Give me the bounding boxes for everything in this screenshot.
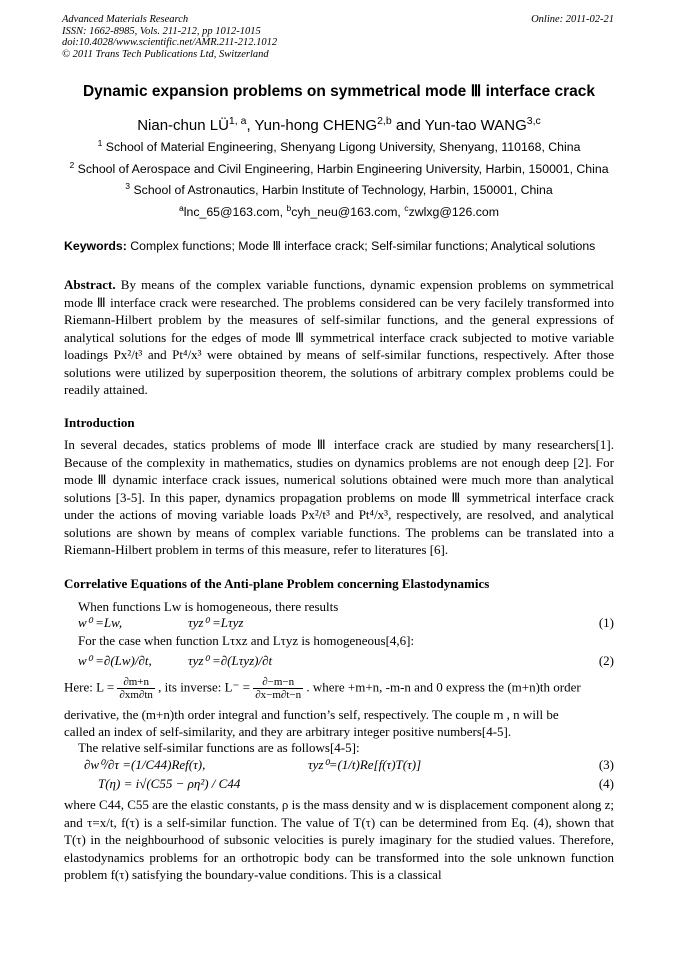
author-2: , Yun-hong CHENG: [246, 117, 378, 134]
line-when-functions: When functions Lw is homogeneous, there results: [78, 599, 339, 614]
inverse-fraction-numerator: ∂−m−n: [253, 676, 303, 689]
eq2-left: w⁰ =∂(Lw)/∂t,: [78, 653, 152, 668]
email-c[interactable]: zwlxg@126.com: [408, 205, 499, 219]
intro-text: In several decades, statics problems of mode Ⅲ interface crack are studied by many researchers[1]. Because of the complexity in mathematics, studies on dynamics problems are not enough deep [2]. For mode Ⅲ dynamic interface crack issues, numerical solutions obtained were much more than analytical solutions [3-5]. In this paper, dynamics propagation problems on mode Ⅲ symmetrical interface crack under the actions of moving variable loads Px²/t³ and Pt⁴/x³, respectively, are resolved, and analytical solutions are shown by means of complex variable functions. The problems can be translated into a Riemann-Hilbert problem in terms of this measure, refer to literatures [6].: [64, 437, 614, 557]
eq3-left: ∂w⁰/∂τ =(1/C44)Ref(τ),: [84, 757, 206, 772]
section-heading: Correlative Equations of the Anti-plane Problem concerning Elastodynamics: [64, 576, 490, 591]
affiliation-1: [0, 137, 678, 154]
author-1: Nian-chun LÜ: [137, 117, 229, 134]
keywords-text: Complex functions; Mode Ⅲ interface crack; Self-similar functions; Analytical solutions: [126, 239, 596, 253]
here-label: Here: L =: [64, 679, 115, 695]
author-3: and Yun-tao WANG: [391, 117, 527, 134]
email-c-sup: c: [404, 202, 409, 213]
eq2-number: (2): [598, 653, 614, 668]
affiliation-2-text: School of Aerospace and Civil Engineering, Harbin Engineering University, Harbin, 150001, China: [74, 162, 609, 176]
keywords: [64, 239, 616, 253]
intro-heading: Introduction: [64, 415, 135, 430]
affiliation-2: [0, 159, 678, 176]
eq3-number: (3): [598, 757, 614, 772]
keywords-label: Keywords:: [64, 239, 127, 253]
email-b-sup: b: [286, 202, 292, 213]
operator-fraction: [117, 676, 154, 701]
line-index: called an index of self-similarity, and they are arbitrary integer positive numbers[4-5].: [64, 724, 512, 739]
affiliation-3-text: School of Astronautics, Harbin Institute of Technology, Harbin, 150001, China: [130, 183, 553, 197]
email-line: [0, 202, 678, 219]
line-derivative: derivative, the (m+n)th order integral and function’s self, respectively. The couple m , n will be: [64, 707, 559, 722]
inverse-fraction-denominator: ∂x−m∂t−n: [255, 689, 302, 701]
inverse-fraction: [253, 676, 303, 701]
issn-line: ISSN: 1662-8985, Vols. 211-212, pp 1012-1015: [62, 25, 261, 37]
order-explanation: . where +m+n, -m-n and 0 express the (m+n)th order: [306, 679, 581, 695]
email-b[interactable]: cyh_neu@163.com,: [291, 205, 405, 219]
author-list: [0, 117, 678, 134]
paper-title: Dynamic expansion problems on symmetrical mode Ⅲ interface crack: [82, 83, 596, 100]
email-a[interactable]: lnc_65@163.com,: [183, 205, 287, 219]
author-2-sup: 2,b: [377, 115, 392, 127]
eq4-number: (4): [598, 776, 614, 791]
operator-fraction-numerator: ∂m+n: [117, 676, 154, 689]
author-3-sup: 3,c: [526, 115, 541, 127]
operator-fraction-denominator: ∂xm∂tn: [119, 689, 153, 701]
affiliation-1-text: School of Material Engineering, Shenyang Ligong University, Shenyang, 110168, China: [102, 140, 581, 154]
affiliation-1-sup: 1: [97, 137, 103, 148]
line-relative: The relative self-similar functions are as follows[4-5]:: [78, 740, 360, 755]
email-a-sup: a: [178, 202, 184, 213]
author-1-sup: 1, a: [228, 115, 247, 127]
abstract-label: Abstract.: [64, 277, 116, 292]
operator-definition: [64, 676, 581, 701]
journal-name: Advanced Materials Research: [62, 14, 189, 25]
eq3-right: τyz⁰=(1/t)Re[f(τ)T(τ)]: [308, 757, 422, 772]
affiliation-3: [0, 180, 678, 197]
eq1-number: (1): [598, 615, 614, 630]
eq2-right: τyz⁰ =∂(Lτyz)/∂t: [188, 653, 273, 668]
journal-header: [62, 14, 277, 60]
abstract-text: By means of the complex variable functions, dynamic expension problems on symmetrical mode Ⅲ interface crack were researched. The problems considered can be very facilely transformed into Riemann-Hilbert problem by the measures of self-similar functions, and the general expressions of analytical solutions for the edges of mode Ⅲ symmetrical interface crack subjected to motive variable loadings Px²/t³ and Pt⁴/x³ were obtained by means of self-similar functions, respectively. After those solutions were utilized by superposition theorem, the solutions of arbitrary complex problems could be readily attained.: [64, 277, 614, 397]
section-body-text: where C44, C55 are the elastic constants, ρ is the mass density and w is displacement component along z; and τ=x/t, f(τ) is a self-similar function. The value of T(τ) can be determined from Eq. (4), shown that T(τ) in the neighbourhood of subsonic velocities is purely imaginary for the studied values. Therefore, elastodynamics problems for an orthotropic body can be transformed into the sole unknown function problem f(τ) satisfying the boundary-value conditions. This is a classical: [64, 797, 614, 882]
eq4: T(η) = i√(C55 − ρη²) / C44: [98, 776, 241, 791]
line-for-the-case: For the case when function Lτxz and Lτyz is homogeneous[4,6]:: [78, 633, 415, 648]
affiliation-2-sup: 2: [69, 159, 75, 170]
abstract: [64, 276, 614, 399]
online-date: Online: 2011-02-21: [531, 14, 614, 25]
inverse-label: , its inverse: L⁻ =: [158, 679, 250, 695]
eq1-left: w⁰ =Lw,: [78, 615, 123, 630]
eq1-right: τyz⁰ =Lτyz: [188, 615, 244, 630]
doi-line[interactable]: doi:10.4028/www.scientific.net/AMR.211-212.1012: [62, 37, 278, 48]
copyright-line: © 2011 Trans Tech Publications Ltd, Switzerland: [62, 48, 269, 60]
affiliation-3-sup: 3: [125, 180, 131, 191]
